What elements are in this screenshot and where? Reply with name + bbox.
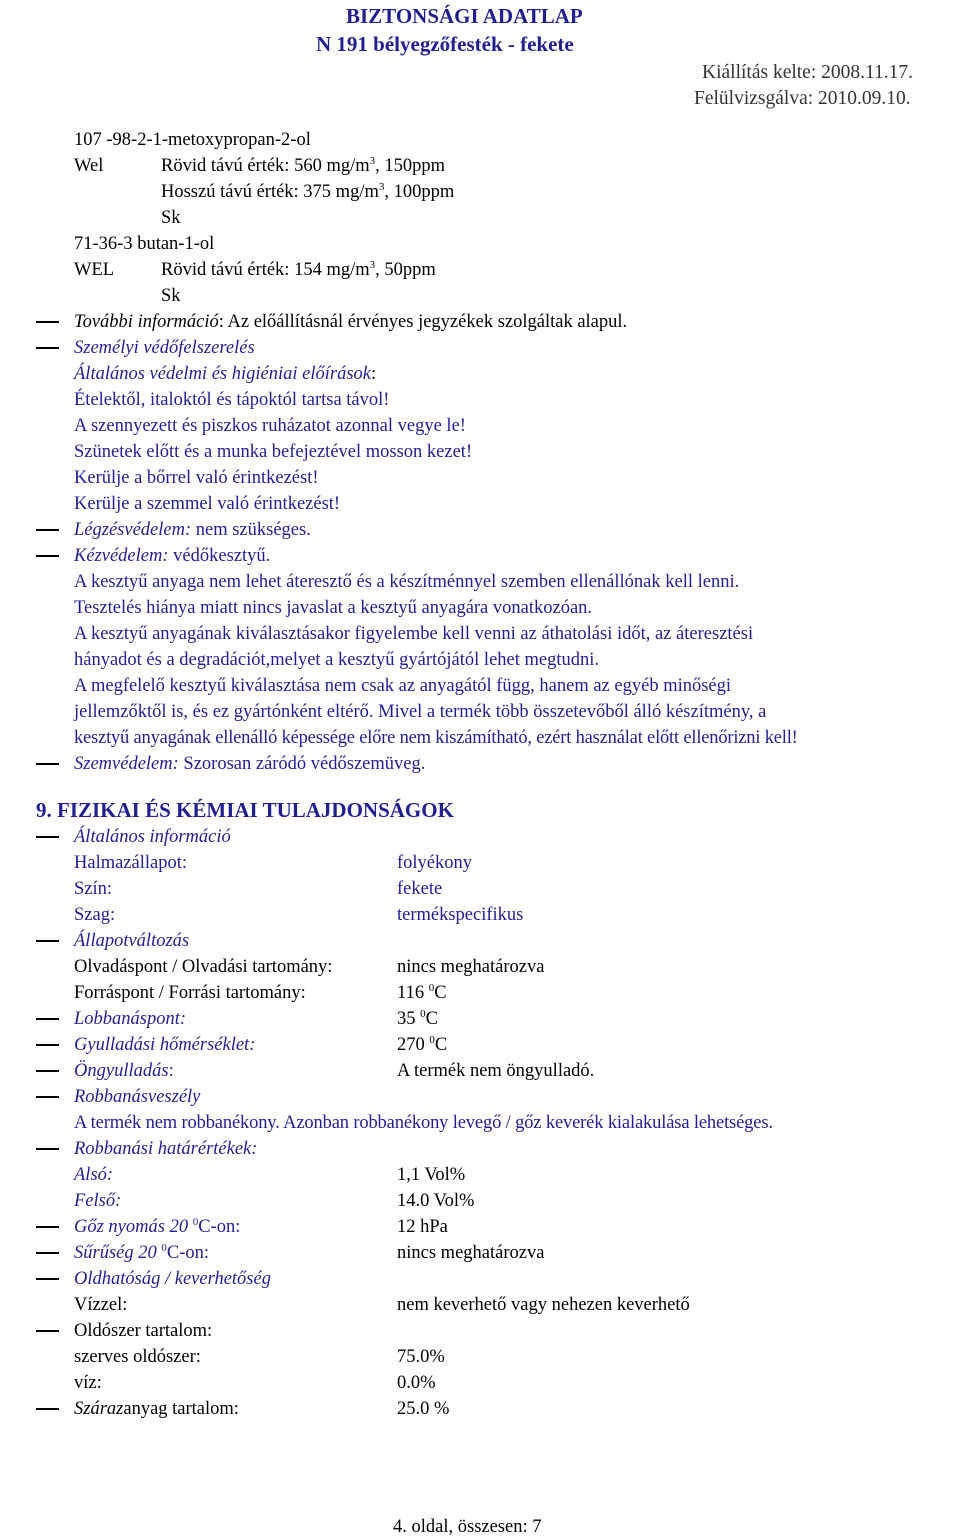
boiling-label: Forráspont / Forrási tartomány: <box>74 983 306 1003</box>
substance-2-skin: Sk <box>161 286 181 306</box>
substance-2-code: WEL <box>74 260 115 280</box>
bullet-dash <box>36 1070 59 1072</box>
substance-2-short-limit: Rövid távú érték: 154 $mg/m^3$, 50ppm <box>161 258 436 280</box>
upper-limit-label: Felső: <box>74 1191 122 1211</box>
glove-line: kesztyű anyagának ellenálló képessége előre nem kiszámítható, ezért használat előtt ellenőrizni kell! <box>74 728 798 748</box>
odor-value: termékspecifikus <box>397 905 524 925</box>
eye-protection: Szemvédelem: Szorosan záródó védőszemüveg. <box>74 754 426 774</box>
density-label: Sűrűség 20 $^0$C-on: <box>74 1241 210 1263</box>
ppe-line: Ételektől, italoktól és tápoktól tartsa távol! <box>74 390 390 410</box>
ppe-title: Személyi védőfelszerelés <box>74 338 255 358</box>
ppe-line: Kerülje a bőrrel való érintkezést! <box>74 468 319 488</box>
glove-line: jellemzőktől is, és ez gyártónként eltérő. Mivel a termék több összetevőből álló készítmény, a <box>74 702 767 722</box>
water-value: nem keverhető vagy nehezen keverhető <box>397 1295 690 1315</box>
bullet-dash <box>36 555 59 557</box>
odor-label: Szag: <box>74 905 116 925</box>
flash-point-value: 35 $^0$C <box>397 1007 438 1029</box>
substance-1-skin: Sk <box>161 208 181 228</box>
color-value: fekete <box>397 879 443 899</box>
glove-line: hányadot és a degradációt,melyet a kesztyű gyártójától lehet megtudni. <box>74 650 600 670</box>
issue-date: Kiállítás kelte: 2008.11.17. <box>702 62 914 83</box>
ppe-general: Általános védelmi és higiéniai előírások: <box>74 364 377 384</box>
solvent-title: Oldószer tartalom: <box>74 1321 213 1341</box>
section-9-heading: 9. FIZIKAI ÉS KÉMIAI TULAJDONSÁGOK <box>36 798 454 822</box>
substance-1: 107 -98-2-1-metoxypropan-2-ol <box>74 130 311 150</box>
water-content-label: víz: <box>74 1373 102 1393</box>
melting-value: nincs meghatározva <box>397 957 545 977</box>
bullet-dash <box>36 940 59 942</box>
bullet-dash <box>36 836 59 838</box>
water-content-value: 0.0% <box>397 1373 436 1393</box>
bullet-dash <box>36 1096 59 1098</box>
ignition-temp-value: 270 $^0$C <box>397 1033 448 1055</box>
water-label: Vízzel: <box>74 1295 128 1315</box>
product-name: N 191 bélyegzőfesték - fekete <box>316 32 574 56</box>
bullet-dash <box>36 529 59 531</box>
bullet-dash <box>36 347 59 349</box>
hand-protection: Kézvédelem: védőkesztyű. <box>74 546 271 566</box>
melting-label: Olvadáspont / Olvadási tartomány: <box>74 957 333 977</box>
ignition-temp-label: Gyulladási hőmérséklet: <box>74 1035 256 1055</box>
ppe-line: Kerülje a szemmel való érintkezést! <box>74 494 341 514</box>
glove-line: A megfelelő kesztyű kiválasztása nem csak az anyagától függ, hanem az egyéb minőségi <box>74 676 732 696</box>
ppe-line: Szünetek előtt és a munka befejeztével mosson kezet! <box>74 442 473 462</box>
bullet-dash <box>36 1252 59 1254</box>
substance-1-short-limit: Rövid távú érték: 560 $mg/m^3$, 150ppm <box>161 154 446 176</box>
color-label: Szín: <box>74 879 113 899</box>
glove-line: A kesztyű anyaga nem lehet áteresztő és a készítménnyel szemben ellenállónak kell lenni. <box>74 572 740 592</box>
further-info: További információ: Az előállításnál érvényes jegyzékek szolgáltak alapul. <box>74 312 628 332</box>
flash-point-label: Lobbanáspont: <box>74 1009 187 1029</box>
glove-line: Tesztelés hiánya miatt nincs javaslat a kesztyű anyagára vonatkozóan. <box>74 598 593 618</box>
vapor-pressure-value: 12 hPa <box>397 1217 448 1237</box>
vapor-pressure-label: Gőz nyomás 20 $^0$C-on: <box>74 1215 241 1237</box>
organic-solvent-value: 75.0% <box>397 1347 445 1367</box>
bullet-dash <box>36 763 59 765</box>
dry-matter-value: 25.0 % <box>397 1399 450 1419</box>
solubility-title: Oldhatóság / keverhetőség <box>74 1269 271 1289</box>
state-label: Halmazállapot: <box>74 853 188 873</box>
bullet-dash <box>36 1408 59 1410</box>
general-info-title: Általános információ <box>74 827 231 847</box>
dry-matter-label: Szárazanyag tartalom: <box>74 1399 239 1419</box>
lower-limit-value: 1,1 Vol% <box>397 1165 466 1185</box>
bullet-dash <box>36 1330 59 1332</box>
bullet-dash <box>36 1018 59 1020</box>
bullet-dash <box>36 1044 59 1046</box>
explosion-hazard-text: A termék nem robbanékony. Azonban robbanékony levegő / gőz keverék kialakulása lehetséges. <box>74 1113 773 1133</box>
boiling-value: 116 $^0$C <box>397 981 447 1003</box>
explosion-hazard-title: Robbanásveszély <box>74 1087 201 1107</box>
bullet-dash <box>36 1278 59 1280</box>
document-title: BIZTONSÁGI ADATLAP <box>346 4 583 28</box>
lower-limit-label: Alsó: <box>74 1165 114 1185</box>
upper-limit-value: 14.0 Vol% <box>397 1191 475 1211</box>
self-ignition-value: A termék nem öngyulladó. <box>397 1061 595 1081</box>
density-value: nincs meghatározva <box>397 1243 545 1263</box>
organic-solvent-label: szerves oldószer: <box>74 1347 201 1367</box>
bullet-dash <box>36 1148 59 1150</box>
state-value: folyékony <box>397 853 473 873</box>
bullet-dash <box>36 1226 59 1228</box>
page-number: 4. oldal, összesen: 7 <box>393 1517 542 1537</box>
glove-line: A kesztyű anyagának kiválasztásakor figyelembe kell venni az áthatolási időt, az áteresztési <box>74 624 754 644</box>
explosion-limits-title: Robbanási határértékek: <box>74 1139 258 1159</box>
substance-1-code: Wel <box>74 156 104 176</box>
self-ignition-label: Öngyulladás: <box>74 1061 174 1081</box>
bullet-dash <box>36 321 59 323</box>
ppe-line: A szennyezett és piszkos ruházatot azonnal vegye le! <box>74 416 466 436</box>
revision-date: Felülvizsgálva: 2010.09.10. <box>694 88 911 109</box>
substance-1-long-limit: Hosszú távú érték: 375 $mg/m^3$, 100ppm <box>161 180 455 202</box>
substance-2: 71-36-3 butan-1-ol <box>74 234 215 254</box>
respiratory-protection: Légzésvédelem: nem szükséges. <box>74 520 311 540</box>
state-change-title: Állapotváltozás <box>74 931 190 951</box>
